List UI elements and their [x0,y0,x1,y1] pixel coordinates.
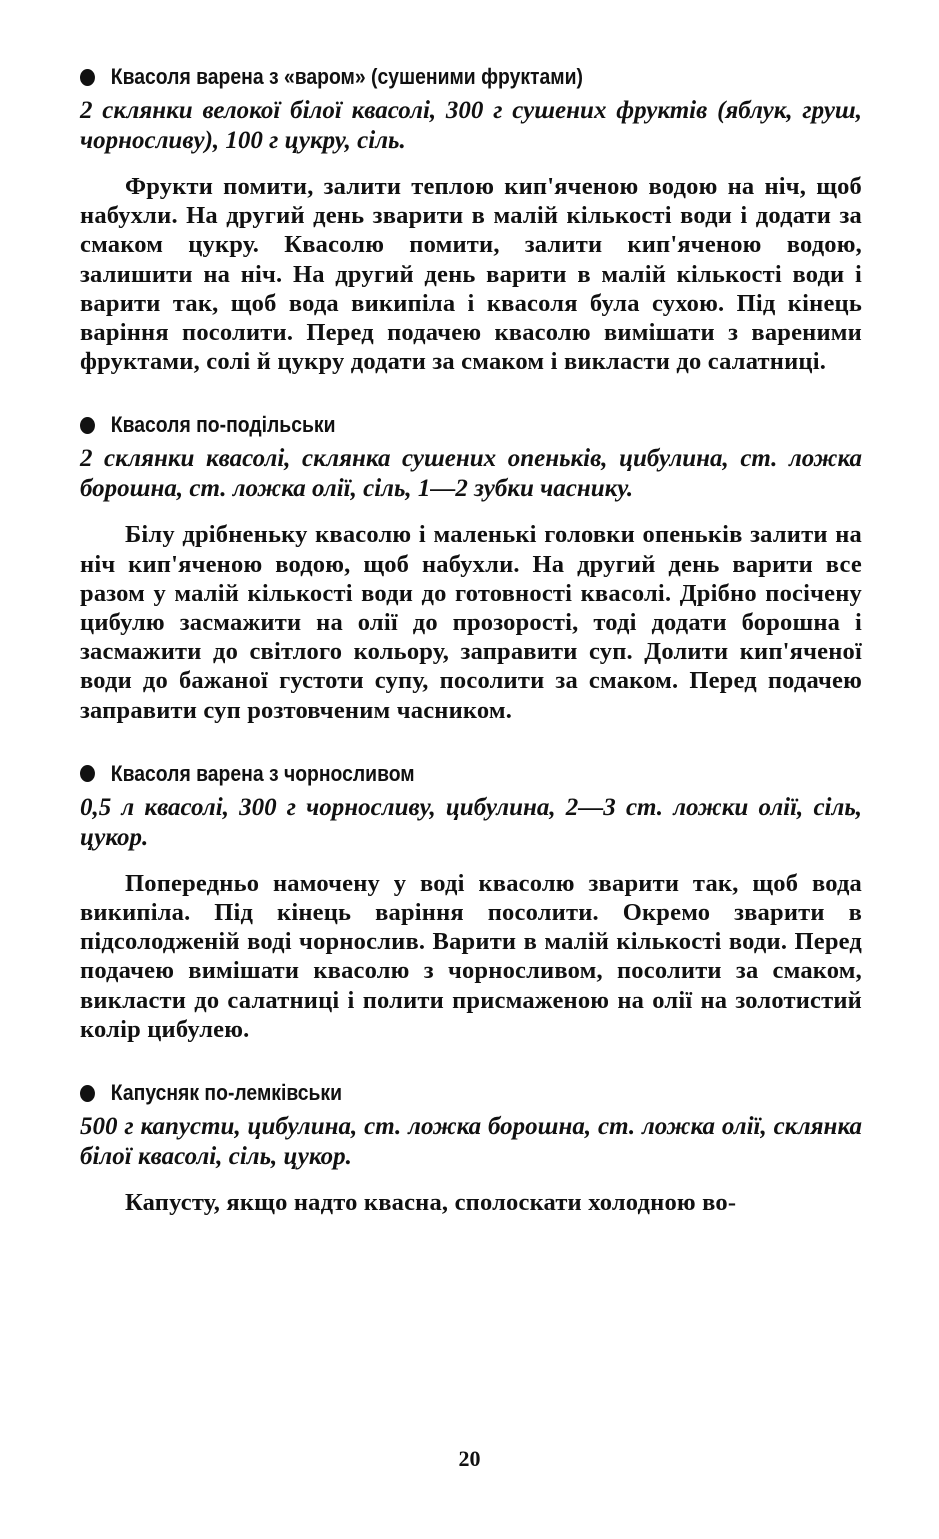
page-number: 20 [458,1446,481,1471]
recipe-title [80,1078,768,1108]
recipe-3 [80,759,862,1044]
recipe-ingredients: 500 г капусти, цибулина, ст. ложка борошна, ст. ложка олії, склянка білої квасолі, сіль, цукор. [80,1113,862,1171]
recipe-2 [80,410,862,724]
recipe-title [80,62,768,92]
recipe-title [80,410,768,440]
recipe-ingredients: 0,5 л квасолі, 300 г чорносливу, цибулина, 2—3 ст. ложки олії, сіль, цукор. [80,793,862,851]
recipe-title-text: Квасоля варена з чорносливом [110,760,415,786]
recipe-4 [80,1078,862,1217]
book-page [80,62,862,1217]
bullet-icon [80,69,95,86]
recipe-ingredients: 2 склянки квасолі, склянка сушених опеньків, цибулина, ст. ложка борошна, ст. ложка олії, сіль, 1—2 зубки часнику. [80,445,862,503]
bullet-icon [80,765,95,782]
recipe-title-text: Капусняк по-лемківськи [110,1080,343,1106]
bullet-icon [80,1085,95,1102]
recipe-method: Капусту, якщо надто квасна, сполоскати холодною во- [125,1189,737,1217]
recipe-title [80,759,768,789]
recipe-method: Фрукти помити, залити теплою кип'яченою водою на ніч, щоб набухли. На другий день зварити в малій кількості води і додати за смаком цукру. Квасолю помити, залити кип'яченою водою, залишити на ніч. На другий день варити в малій кількості води і варити так, щоб вода википіла і квасоля була сухою. Під кінець варіння посолити. Перед подачею квасолю вимішати з вареними фруктами, солі й цукру додати за смаком і викласти до салатниці. [80,173,862,376]
recipe-title-text: Квасоля по-подільськи [110,412,336,438]
recipe-method: Білу дрібненьку квасолю і маленькі головки опеньків залити на ніч кип'яченою водою, щоб набухли. На другий день варити все разом у малій кількості води до готовності квасолі. Дрібно посічену цибулю засмажити на олії до прозорості, тоді додати борошна і засмажити до світлого кольору, заправити суп. Долити кип'яченої води до бажаної густоти супу, посолити за смаком. Перед подачею заправити суп розтовченим часником. [80,521,862,724]
recipe-1 [80,62,862,376]
recipe-method: Попередньо намочену у воді квасолю зварити так, щоб вода википіла. Під кінець варіння посолити. Окремо зварити в підсолодженій воді чорнослив. Варити в малій кількості води. Перед подачею вимішати квасолю з чорносливом, посолити за смаком, викласти до салатниці і полити присмаженою на олії на золотистий колір цибулею. [80,869,862,1043]
recipe-title-text: Квасоля варена з «варом» (сушеними фруктами) [110,64,583,89]
bullet-icon [80,417,95,434]
recipe-ingredients: 2 склянки велокої білої квасолі, 300 г сушених фруктів (яблук, груш, чорносливу), 100 г цукру, сіль. [80,97,862,154]
